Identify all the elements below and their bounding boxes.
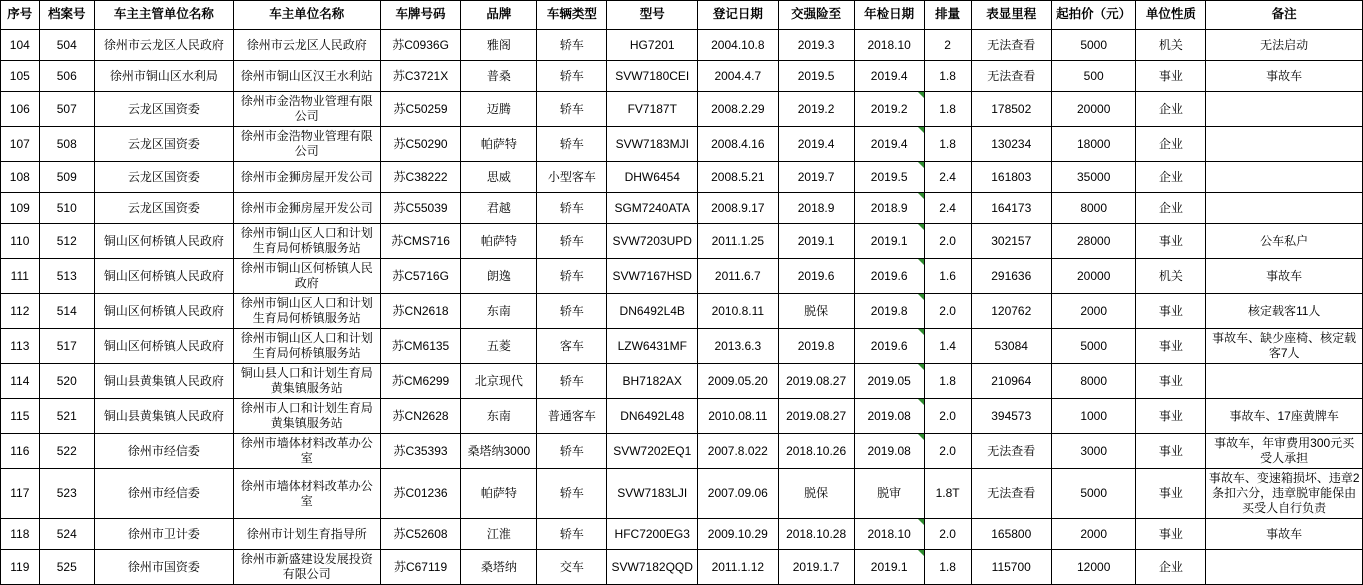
cell-owner-unit: 徐州市金浩物业管理有限公司 [233, 92, 380, 127]
cell-vehicle-type: 轿车 [537, 92, 607, 127]
cell-starting-price: 20000 [1051, 259, 1136, 294]
cell-file-no: 517 [39, 329, 94, 364]
table-row [1, 92, 1363, 127]
table-row [1, 193, 1363, 224]
cell-unit-nature: 事业 [1136, 364, 1206, 399]
cell-insurance-until: 2019.4 [778, 127, 854, 162]
table-row [1, 329, 1363, 364]
cell-displacement: 1.8 [924, 127, 971, 162]
cell-inspection-date: 2018.10 [854, 30, 924, 61]
table-row [1, 224, 1363, 259]
table-row [1, 30, 1363, 61]
column-header-remarks: 备注 [1206, 1, 1363, 30]
cell-index: 106 [1, 92, 40, 127]
cell-plate-number: 苏C67119 [380, 550, 460, 585]
cell-odometer: 164173 [971, 193, 1051, 224]
table-row [1, 294, 1363, 329]
cell-vehicle-type: 轿车 [537, 364, 607, 399]
cell-inspection-date: 2019.5 [854, 162, 924, 193]
cell-unit-nature: 企业 [1136, 127, 1206, 162]
cell-registration-date: 2011.6.7 [698, 259, 778, 294]
cell-registration-date: 2008.9.17 [698, 193, 778, 224]
cell-model: DN6492L48 [607, 399, 698, 434]
cell-index: 111 [1, 259, 40, 294]
cell-registration-date: 2011.1.25 [698, 224, 778, 259]
cell-starting-price: 1000 [1051, 399, 1136, 434]
column-header-unit-nature: 单位性质 [1136, 1, 1206, 30]
cell-registration-date: 2009.05.20 [698, 364, 778, 399]
cell-brand: 帕萨特 [461, 127, 537, 162]
cell-index: 107 [1, 127, 40, 162]
cell-registration-date: 2010.8.11 [698, 294, 778, 329]
cell-starting-price: 5000 [1051, 30, 1136, 61]
cell-file-no: 514 [39, 294, 94, 329]
cell-inspection-date: 2019.6 [854, 329, 924, 364]
cell-odometer: 394573 [971, 399, 1051, 434]
column-header-owner-unit: 车主单位名称 [233, 1, 380, 30]
cell-brand: 北京现代 [461, 364, 537, 399]
cell-model: SGM7240ATA [607, 193, 698, 224]
cell-plate-number: 苏C35393 [380, 434, 460, 469]
cell-vehicle-type: 客车 [537, 329, 607, 364]
cell-brand: 帕萨特 [461, 224, 537, 259]
cell-insurance-until: 2019.1.7 [778, 550, 854, 585]
cell-model: SVW7203UPD [607, 224, 698, 259]
cell-model: BH7182AX [607, 364, 698, 399]
cell-starting-price: 8000 [1051, 193, 1136, 224]
cell-index: 112 [1, 294, 40, 329]
cell-inspection-date: 脱审 [854, 469, 924, 519]
cell-owner-supervisor-unit: 徐州市云龙区人民政府 [94, 30, 233, 61]
cell-plate-number: 苏C50290 [380, 127, 460, 162]
cell-odometer: 无法查看 [971, 469, 1051, 519]
cell-odometer: 210964 [971, 364, 1051, 399]
cell-unit-nature: 事业 [1136, 434, 1206, 469]
cell-displacement: 2.4 [924, 193, 971, 224]
cell-starting-price: 500 [1051, 61, 1136, 92]
cell-unit-nature: 企业 [1136, 193, 1206, 224]
cell-unit-nature: 事业 [1136, 329, 1206, 364]
cell-owner-unit: 徐州市铜山区人口和计划生育局何桥镇服务站 [233, 329, 380, 364]
cell-file-no: 507 [39, 92, 94, 127]
column-header-model: 型号 [607, 1, 698, 30]
cell-model: HG7201 [607, 30, 698, 61]
cell-inspection-date: 2019.2 [854, 92, 924, 127]
cell-owner-supervisor-unit: 徐州市铜山区水利局 [94, 61, 233, 92]
cell-odometer: 115700 [971, 550, 1051, 585]
cell-file-no: 509 [39, 162, 94, 193]
cell-displacement: 1.8T [924, 469, 971, 519]
column-header-brand: 品牌 [461, 1, 537, 30]
cell-file-no: 513 [39, 259, 94, 294]
cell-unit-nature: 事业 [1136, 469, 1206, 519]
table-row [1, 550, 1363, 585]
cell-owner-supervisor-unit: 云龙区国资委 [94, 127, 233, 162]
cell-file-no: 508 [39, 127, 94, 162]
cell-insurance-until: 2018.10.28 [778, 519, 854, 550]
cell-unit-nature: 事业 [1136, 399, 1206, 434]
cell-plate-number: 苏C38222 [380, 162, 460, 193]
cell-remarks: 事故车，年审费用300元买受人承担 [1206, 434, 1363, 469]
cell-registration-date: 2009.10.29 [698, 519, 778, 550]
cell-plate-number: 苏CM6135 [380, 329, 460, 364]
cell-starting-price: 2000 [1051, 294, 1136, 329]
cell-unit-nature: 事业 [1136, 224, 1206, 259]
cell-unit-nature: 企业 [1136, 550, 1206, 585]
cell-owner-unit: 徐州市铜山区人口和计划生育局何桥镇服务站 [233, 294, 380, 329]
cell-owner-supervisor-unit: 铜山县黄集镇人民政府 [94, 399, 233, 434]
cell-model: SVW7183LJI [607, 469, 698, 519]
cell-unit-nature: 企业 [1136, 92, 1206, 127]
column-header-displacement: 排量 [924, 1, 971, 30]
cell-vehicle-type: 轿车 [537, 434, 607, 469]
cell-registration-date: 2004.4.7 [698, 61, 778, 92]
cell-displacement: 2.0 [924, 519, 971, 550]
cell-index: 115 [1, 399, 40, 434]
cell-owner-unit: 徐州市金狮房屋开发公司 [233, 162, 380, 193]
table-header-row [1, 1, 1363, 30]
cell-file-no: 512 [39, 224, 94, 259]
cell-owner-supervisor-unit: 铜山区何桥镇人民政府 [94, 329, 233, 364]
cell-file-no: 520 [39, 364, 94, 399]
cell-inspection-date: 2019.8 [854, 294, 924, 329]
cell-registration-date: 2007.8.022 [698, 434, 778, 469]
cell-owner-unit: 徐州市铜山区汉王水利站 [233, 61, 380, 92]
cell-remarks: 无法启动 [1206, 30, 1363, 61]
cell-odometer: 无法查看 [971, 30, 1051, 61]
cell-displacement: 2.0 [924, 294, 971, 329]
cell-vehicle-type: 轿车 [537, 294, 607, 329]
cell-model: SVW7183MJI [607, 127, 698, 162]
cell-displacement: 1.8 [924, 364, 971, 399]
table-row [1, 434, 1363, 469]
cell-index: 110 [1, 224, 40, 259]
cell-brand: 五菱 [461, 329, 537, 364]
cell-model: SVW7202EQ1 [607, 434, 698, 469]
cell-file-no: 522 [39, 434, 94, 469]
cell-insurance-until: 2018.9 [778, 193, 854, 224]
cell-model: LZW6431MF [607, 329, 698, 364]
cell-owner-unit: 徐州市云龙区人民政府 [233, 30, 380, 61]
cell-owner-unit: 徐州市铜山区人口和计划生育局何桥镇服务站 [233, 224, 380, 259]
cell-owner-supervisor-unit: 云龙区国资委 [94, 193, 233, 224]
cell-brand: 东南 [461, 294, 537, 329]
cell-unit-nature: 机关 [1136, 30, 1206, 61]
cell-registration-date: 2008.5.21 [698, 162, 778, 193]
cell-plate-number: 苏CMS716 [380, 224, 460, 259]
cell-file-no: 504 [39, 30, 94, 61]
cell-remarks [1206, 364, 1363, 399]
cell-brand: 普桑 [461, 61, 537, 92]
column-header-insurance-until: 交强险至 [778, 1, 854, 30]
column-header-odometer: 表显里程 [971, 1, 1051, 30]
cell-starting-price: 18000 [1051, 127, 1136, 162]
cell-vehicle-type: 交车 [537, 550, 607, 585]
cell-plate-number: 苏C50259 [380, 92, 460, 127]
cell-model: HFC7200EG3 [607, 519, 698, 550]
cell-displacement: 2.0 [924, 399, 971, 434]
table-row [1, 162, 1363, 193]
cell-insurance-until: 2019.2 [778, 92, 854, 127]
cell-registration-date: 2007.09.06 [698, 469, 778, 519]
cell-unit-nature: 事业 [1136, 294, 1206, 329]
cell-remarks [1206, 92, 1363, 127]
cell-brand: 君越 [461, 193, 537, 224]
cell-odometer: 178502 [971, 92, 1051, 127]
cell-owner-supervisor-unit: 铜山县黄集镇人民政府 [94, 364, 233, 399]
cell-brand: 东南 [461, 399, 537, 434]
cell-insurance-until: 2019.08.27 [778, 364, 854, 399]
cell-displacement: 2.0 [924, 434, 971, 469]
column-header-file-no: 档案号 [39, 1, 94, 30]
cell-inspection-date: 2019.4 [854, 61, 924, 92]
table-row [1, 519, 1363, 550]
cell-file-no: 523 [39, 469, 94, 519]
cell-starting-price: 5000 [1051, 469, 1136, 519]
cell-file-no: 524 [39, 519, 94, 550]
cell-vehicle-type: 普通客车 [537, 399, 607, 434]
cell-index: 109 [1, 193, 40, 224]
cell-inspection-date: 2019.08 [854, 434, 924, 469]
cell-registration-date: 2013.6.3 [698, 329, 778, 364]
cell-owner-unit: 徐州市人口和计划生育局黄集镇服务站 [233, 399, 380, 434]
cell-remarks: 事故车、变速箱损坏、违章2条扣六分，违章脱审能保由买受人自行负责 [1206, 469, 1363, 519]
cell-odometer: 无法查看 [971, 61, 1051, 92]
cell-brand: 桑塔纳3000 [461, 434, 537, 469]
column-header-starting-price: 起拍价（元） [1051, 1, 1136, 30]
cell-inspection-date: 2018.9 [854, 193, 924, 224]
cell-owner-supervisor-unit: 徐州市国资委 [94, 550, 233, 585]
table-header [1, 1, 1363, 30]
cell-starting-price: 5000 [1051, 329, 1136, 364]
cell-plate-number: 苏CN2628 [380, 399, 460, 434]
cell-displacement: 1.8 [924, 92, 971, 127]
cell-brand: 帕萨特 [461, 469, 537, 519]
cell-index: 105 [1, 61, 40, 92]
cell-owner-supervisor-unit: 铜山区何桥镇人民政府 [94, 259, 233, 294]
table-row [1, 127, 1363, 162]
cell-odometer: 291636 [971, 259, 1051, 294]
cell-index: 113 [1, 329, 40, 364]
cell-remarks: 核定载客11人 [1206, 294, 1363, 329]
cell-model: DHW6454 [607, 162, 698, 193]
cell-vehicle-type: 轿车 [537, 30, 607, 61]
cell-remarks: 事故车 [1206, 61, 1363, 92]
cell-vehicle-type: 轿车 [537, 259, 607, 294]
cell-remarks: 公车私户 [1206, 224, 1363, 259]
cell-inspection-date: 2019.05 [854, 364, 924, 399]
cell-registration-date: 2011.1.12 [698, 550, 778, 585]
cell-insurance-until: 2019.08.27 [778, 399, 854, 434]
cell-brand: 雅阁 [461, 30, 537, 61]
column-header-plate-number: 车牌号码 [380, 1, 460, 30]
cell-odometer: 120762 [971, 294, 1051, 329]
cell-registration-date: 2004.10.8 [698, 30, 778, 61]
cell-brand: 朗逸 [461, 259, 537, 294]
cell-index: 118 [1, 519, 40, 550]
cell-insurance-until: 脱保 [778, 469, 854, 519]
cell-owner-unit: 徐州市金狮房屋开发公司 [233, 193, 380, 224]
cell-vehicle-type: 轿车 [537, 469, 607, 519]
cell-brand: 江淮 [461, 519, 537, 550]
cell-model: DN6492L4B [607, 294, 698, 329]
column-header-owner-supervisor-unit: 车主主管单位名称 [94, 1, 233, 30]
table-row [1, 399, 1363, 434]
cell-owner-unit: 徐州市新盛建设发展投资有限公司 [233, 550, 380, 585]
cell-remarks [1206, 127, 1363, 162]
cell-vehicle-type: 轿车 [537, 193, 607, 224]
cell-index: 119 [1, 550, 40, 585]
table-row [1, 469, 1363, 519]
cell-owner-supervisor-unit: 云龙区国资委 [94, 162, 233, 193]
cell-remarks: 事故车 [1206, 519, 1363, 550]
cell-odometer: 302157 [971, 224, 1051, 259]
cell-inspection-date: 2019.1 [854, 224, 924, 259]
cell-remarks: 事故车、缺少座椅、核定载客7人 [1206, 329, 1363, 364]
cell-owner-supervisor-unit: 铜山区何桥镇人民政府 [94, 294, 233, 329]
cell-starting-price: 35000 [1051, 162, 1136, 193]
cell-vehicle-type: 轿车 [537, 127, 607, 162]
cell-plate-number: 苏C01236 [380, 469, 460, 519]
cell-index: 108 [1, 162, 40, 193]
cell-owner-unit: 徐州市墙体材料改革办公室 [233, 434, 380, 469]
cell-displacement: 1.8 [924, 61, 971, 92]
cell-plate-number: 苏C5716G [380, 259, 460, 294]
cell-displacement: 2.4 [924, 162, 971, 193]
cell-vehicle-type: 小型客车 [537, 162, 607, 193]
cell-starting-price: 20000 [1051, 92, 1136, 127]
cell-index: 117 [1, 469, 40, 519]
cell-displacement: 2.0 [924, 224, 971, 259]
column-header-registration-date: 登记日期 [698, 1, 778, 30]
cell-owner-unit: 徐州市金浩物业管理有限公司 [233, 127, 380, 162]
cell-plate-number: 苏C3721X [380, 61, 460, 92]
cell-remarks: 事故车、17座黄牌车 [1206, 399, 1363, 434]
cell-vehicle-type: 轿车 [537, 224, 607, 259]
cell-plate-number: 苏C55039 [380, 193, 460, 224]
cell-owner-supervisor-unit: 云龙区国资委 [94, 92, 233, 127]
cell-brand: 桑塔纳 [461, 550, 537, 585]
cell-registration-date: 2008.2.29 [698, 92, 778, 127]
cell-owner-unit: 徐州市铜山区何桥镇人民政府 [233, 259, 380, 294]
cell-brand: 迈腾 [461, 92, 537, 127]
cell-owner-supervisor-unit: 徐州市经信委 [94, 469, 233, 519]
cell-inspection-date: 2018.10 [854, 519, 924, 550]
cell-displacement: 1.8 [924, 550, 971, 585]
cell-plate-number: 苏C0936G [380, 30, 460, 61]
cell-odometer: 130234 [971, 127, 1051, 162]
cell-unit-nature: 企业 [1136, 162, 1206, 193]
cell-starting-price: 8000 [1051, 364, 1136, 399]
cell-owner-unit: 铜山县人口和计划生育局黄集镇服务站 [233, 364, 380, 399]
cell-model: SVW7167HSD [607, 259, 698, 294]
cell-odometer: 165800 [971, 519, 1051, 550]
cell-remarks [1206, 193, 1363, 224]
column-header-index: 序号 [1, 1, 40, 30]
cell-inspection-date: 2019.4 [854, 127, 924, 162]
cell-odometer: 无法查看 [971, 434, 1051, 469]
cell-unit-nature: 机关 [1136, 259, 1206, 294]
cell-owner-supervisor-unit: 徐州市卫计委 [94, 519, 233, 550]
cell-starting-price: 28000 [1051, 224, 1136, 259]
cell-owner-supervisor-unit: 铜山区何桥镇人民政府 [94, 224, 233, 259]
cell-starting-price: 3000 [1051, 434, 1136, 469]
cell-owner-unit: 徐州市墙体材料改革办公室 [233, 469, 380, 519]
cell-file-no: 525 [39, 550, 94, 585]
cell-starting-price: 2000 [1051, 519, 1136, 550]
cell-insurance-until: 2019.8 [778, 329, 854, 364]
cell-insurance-until: 2019.6 [778, 259, 854, 294]
cell-remarks: 事故车 [1206, 259, 1363, 294]
table-row [1, 259, 1363, 294]
table-body [1, 30, 1363, 585]
cell-displacement: 1.4 [924, 329, 971, 364]
cell-unit-nature: 事业 [1136, 519, 1206, 550]
cell-file-no: 506 [39, 61, 94, 92]
cell-brand: 思威 [461, 162, 537, 193]
cell-plate-number: 苏CM6299 [380, 364, 460, 399]
cell-inspection-date: 2019.1 [854, 550, 924, 585]
cell-insurance-until: 2019.7 [778, 162, 854, 193]
cell-vehicle-type: 轿车 [537, 61, 607, 92]
cell-insurance-until: 2019.3 [778, 30, 854, 61]
cell-odometer: 53084 [971, 329, 1051, 364]
cell-displacement: 1.6 [924, 259, 971, 294]
cell-remarks [1206, 550, 1363, 585]
table-row [1, 364, 1363, 399]
cell-index: 116 [1, 434, 40, 469]
cell-file-no: 521 [39, 399, 94, 434]
cell-registration-date: 2008.4.16 [698, 127, 778, 162]
cell-plate-number: 苏CN2618 [380, 294, 460, 329]
cell-insurance-until: 2019.5 [778, 61, 854, 92]
table-row [1, 61, 1363, 92]
cell-registration-date: 2010.08.11 [698, 399, 778, 434]
cell-insurance-until: 2019.1 [778, 224, 854, 259]
cell-owner-unit: 徐州市计划生育指导所 [233, 519, 380, 550]
cell-index: 104 [1, 30, 40, 61]
cell-remarks [1206, 162, 1363, 193]
cell-owner-supervisor-unit: 徐州市经信委 [94, 434, 233, 469]
cell-model: SVW7180CEI [607, 61, 698, 92]
column-header-inspection-date: 年检日期 [854, 1, 924, 30]
cell-starting-price: 12000 [1051, 550, 1136, 585]
cell-insurance-until: 脱保 [778, 294, 854, 329]
cell-insurance-until: 2018.10.26 [778, 434, 854, 469]
cell-vehicle-type: 轿车 [537, 519, 607, 550]
cell-model: SVW7182QQD [607, 550, 698, 585]
cell-index: 114 [1, 364, 40, 399]
cell-model: FV7187T [607, 92, 698, 127]
cell-odometer: 161803 [971, 162, 1051, 193]
cell-displacement: 2 [924, 30, 971, 61]
cell-plate-number: 苏C52608 [380, 519, 460, 550]
cell-inspection-date: 2019.08 [854, 399, 924, 434]
cell-inspection-date: 2019.6 [854, 259, 924, 294]
column-header-vehicle-type: 车辆类型 [537, 1, 607, 30]
cell-file-no: 510 [39, 193, 94, 224]
cell-unit-nature: 事业 [1136, 61, 1206, 92]
